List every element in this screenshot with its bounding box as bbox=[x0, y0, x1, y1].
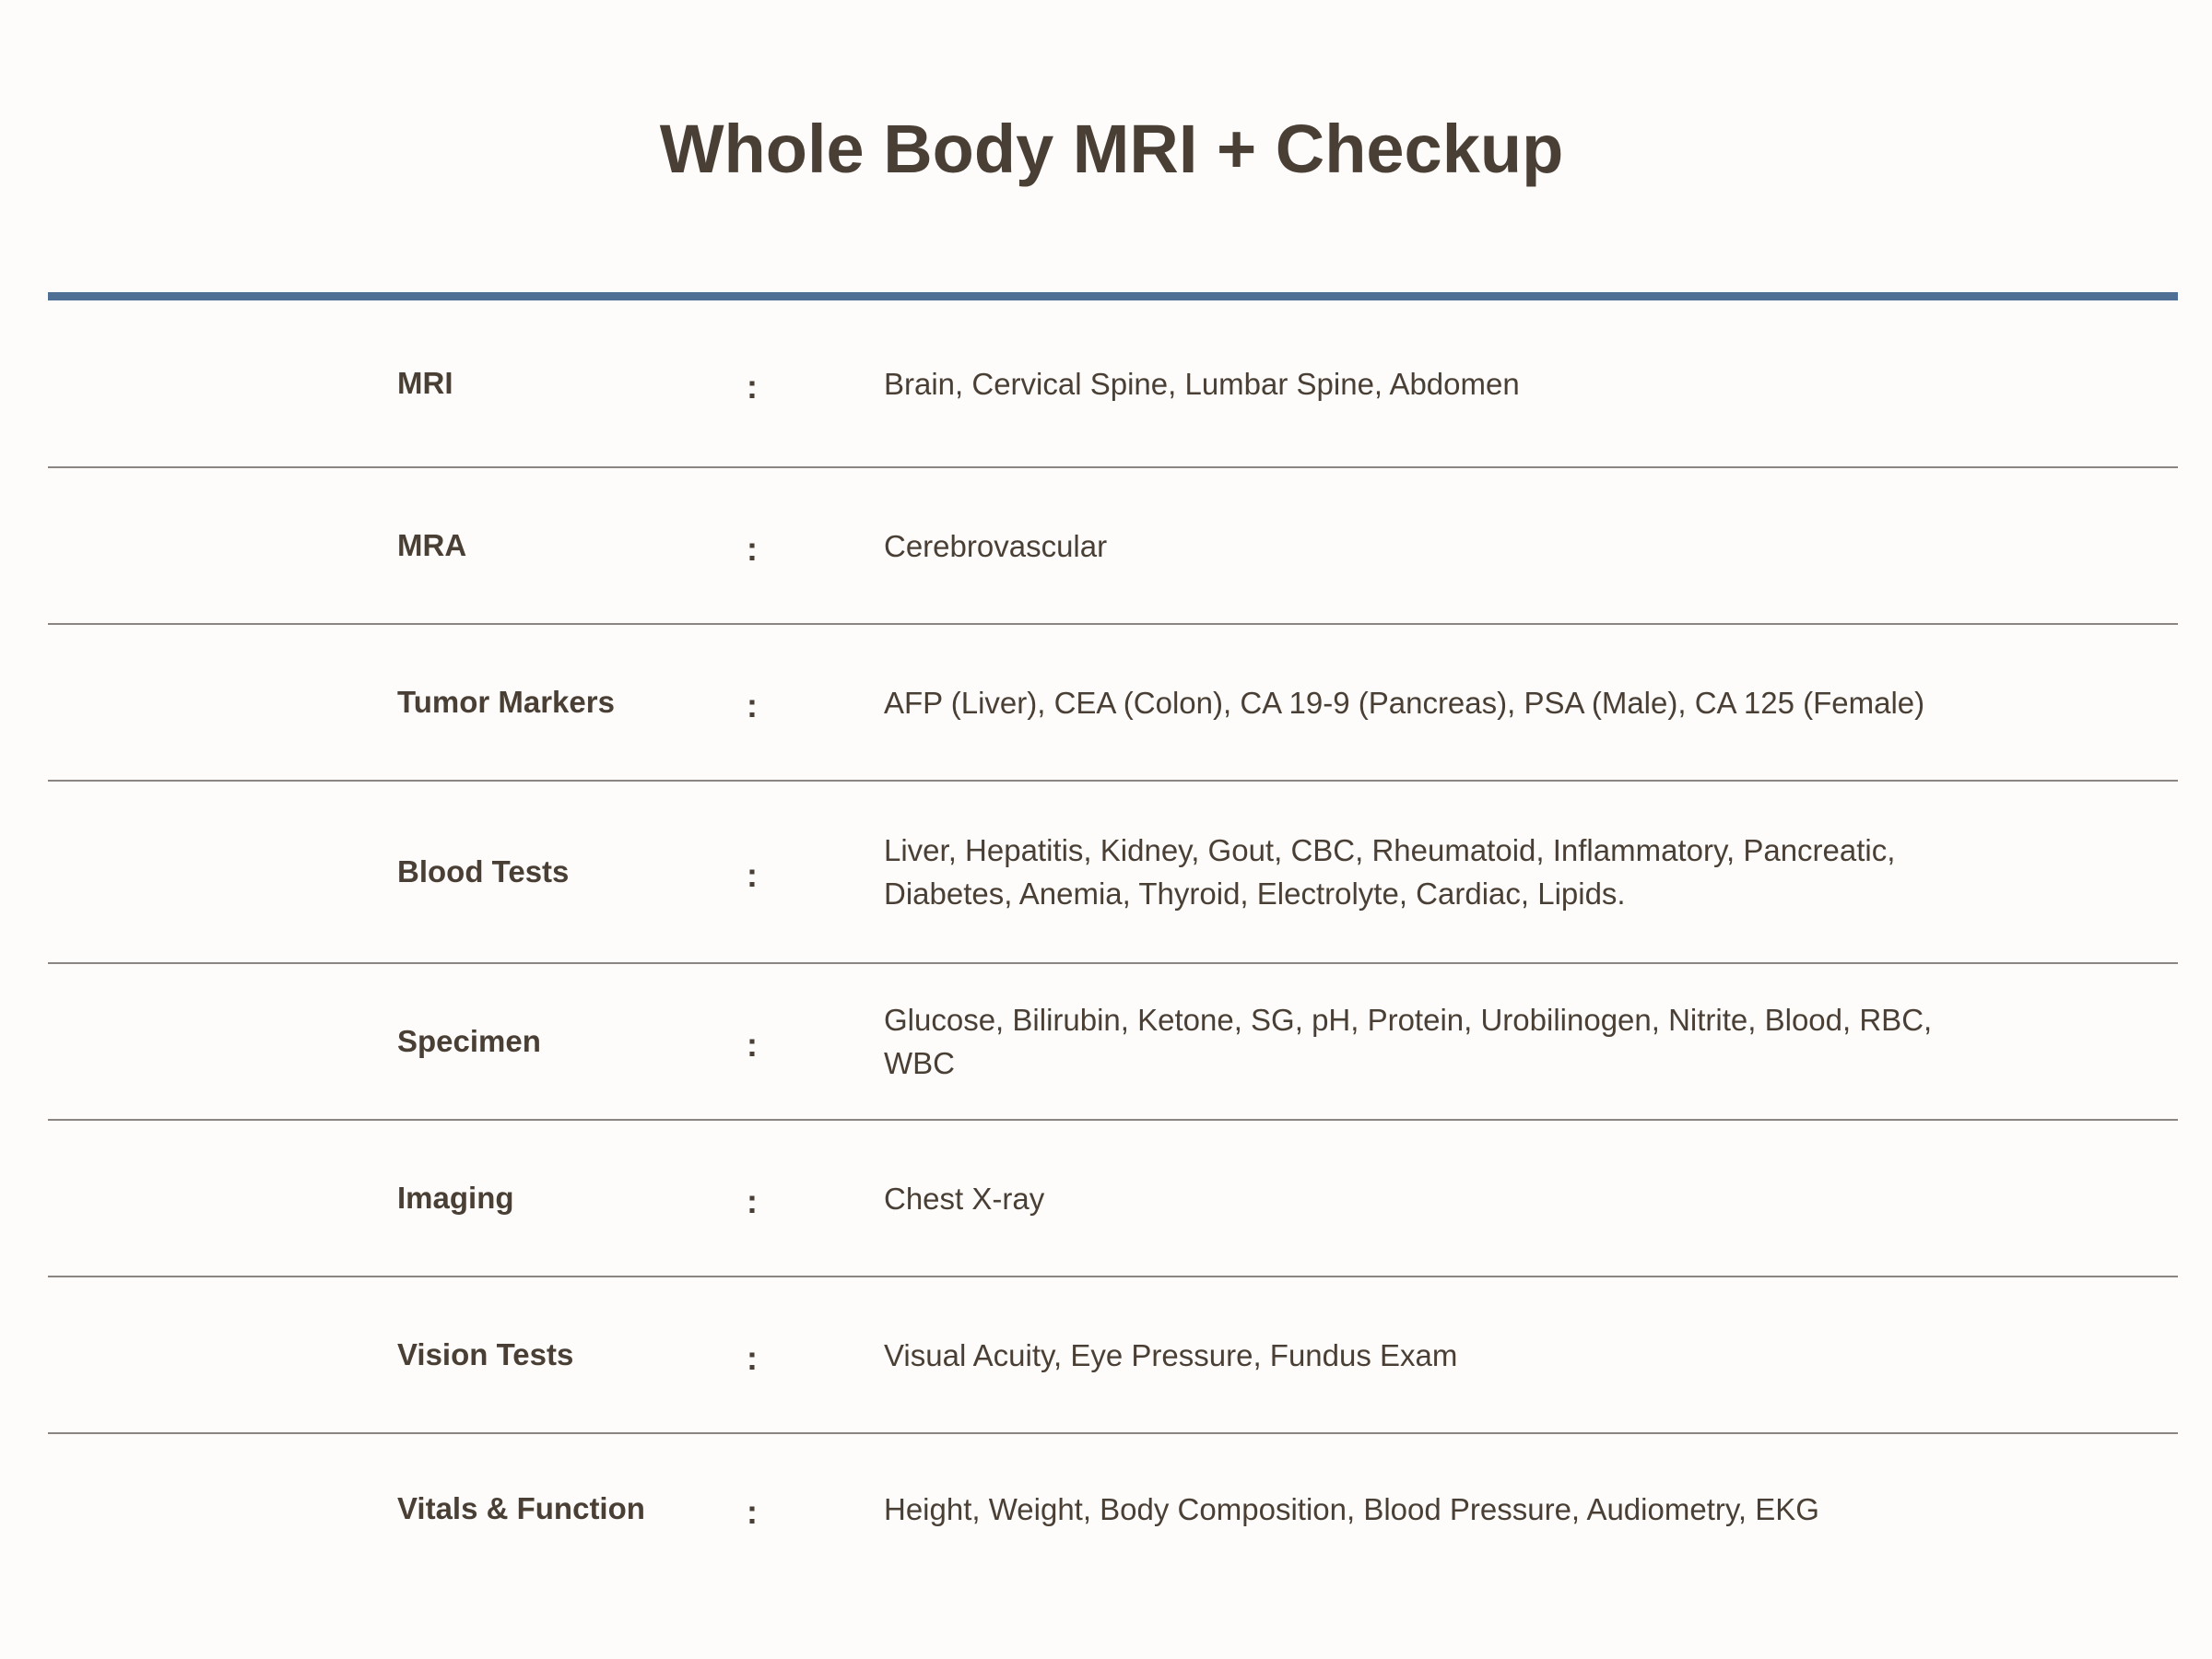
table-row-mra bbox=[48, 468, 2178, 625]
row-value: Cerebrovascular bbox=[884, 528, 1108, 563]
row-label: Blood Tests bbox=[397, 854, 570, 888]
table-row-specimen bbox=[48, 964, 2178, 1121]
table-row-mri bbox=[48, 300, 2178, 468]
title-divider bbox=[48, 292, 2178, 300]
row-value: Visual Acuity, Eye Pressure, Fundus Exam bbox=[884, 1337, 1458, 1372]
row-separator: : bbox=[747, 856, 758, 894]
row-value: Liver, Hepatitis, Kidney, Gout, CBC, Rheumatoid, Inflammatory, Pancreatic, Diabetes, Anemia, Thyroid, Electrolyte, Cardiac, Lipids. bbox=[884, 833, 1896, 911]
row-separator: : bbox=[747, 1026, 758, 1064]
row-value: Glucose, Bilirubin, Ketone, SG, pH, Protein, Urobilinogen, Nitrite, Blood, RBC, WBC bbox=[884, 1003, 1933, 1080]
row-value: AFP (Liver), CEA (Colon), CA 19-9 (Pancreas), PSA (Male), CA 125 (Female) bbox=[884, 685, 1925, 720]
row-label: Vitals & Function bbox=[397, 1491, 645, 1525]
row-label: Vision Tests bbox=[397, 1337, 574, 1371]
row-separator: : bbox=[747, 1182, 758, 1220]
row-value: Height, Weight, Body Composition, Blood Pressure, Audiometry, EKG bbox=[884, 1491, 1819, 1526]
row-value: Chest X-ray bbox=[884, 1181, 1045, 1216]
row-label: Specimen bbox=[397, 1024, 541, 1058]
checkup-items-table bbox=[48, 300, 2178, 1583]
table-row-vision-tests bbox=[48, 1277, 2178, 1434]
row-separator: : bbox=[747, 1339, 758, 1377]
table-row-tumor-markers bbox=[48, 625, 2178, 782]
row-separator: : bbox=[747, 687, 758, 724]
row-label: MRA bbox=[397, 528, 467, 562]
row-value: Brain, Cervical Spine, Lumbar Spine, Abdomen bbox=[884, 366, 1520, 401]
row-label: Imaging bbox=[397, 1181, 514, 1215]
row-label: Tumor Markers bbox=[397, 685, 615, 719]
table-row-vitals-function bbox=[48, 1434, 2178, 1583]
table-row-imaging bbox=[48, 1121, 2178, 1277]
table-row-blood-tests bbox=[48, 782, 2178, 964]
row-separator: : bbox=[747, 1493, 758, 1531]
row-label: MRI bbox=[397, 366, 453, 400]
row-separator: : bbox=[747, 368, 758, 406]
page-title: Whole Body MRI + Checkup bbox=[659, 111, 1564, 187]
row-separator: : bbox=[747, 530, 758, 568]
